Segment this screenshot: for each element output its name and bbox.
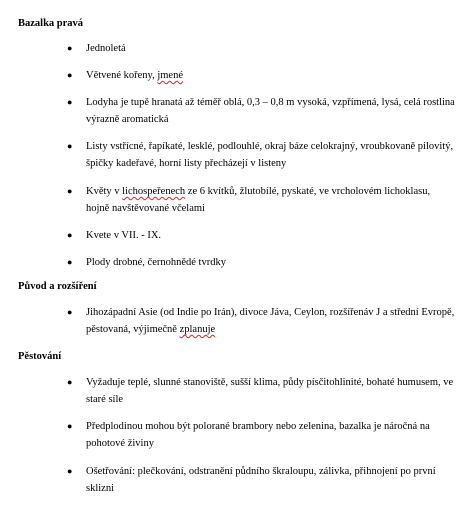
list-item: Jednoletá bbox=[86, 43, 126, 54]
list-item: Kvete v VII. - IX. bbox=[86, 230, 162, 241]
misspelled-word: zplanuje bbox=[179, 324, 216, 335]
section-heading-bazalka: Bazalka pravá bbox=[18, 18, 84, 29]
list-item: Větvené kořeny, jmené bbox=[86, 70, 183, 81]
list-item: Ošetřování: plečkování, odstranění půdního škraloupu, zálivka, přihnojení po první sklizni bbox=[86, 466, 436, 494]
bullet-icon: ● bbox=[67, 230, 73, 240]
list-item: Jihozápadní Asie (od Indie po Irán), divoce Jáva, Ceylon, rozšířenáv J a střední Evropě, pěstovaná, výjimečně zplanuje bbox=[86, 307, 455, 335]
list-item: Předplodinou mohou být polorané brambory nebo zelenina, bazalka je náročná na pohotové živiny bbox=[86, 421, 430, 449]
bullet-icon: ● bbox=[67, 70, 73, 80]
bullet-icon: ● bbox=[67, 43, 73, 53]
list-item: Plody drobné, černohnědé tvrdky bbox=[86, 257, 226, 268]
list-item: Lodyha je tupě hranatá až téměř oblá, 0,3 – 0,8 m vysoká, vzpřímená, lysá, celá rostlina výrazně aromatická bbox=[86, 97, 455, 125]
section-heading-puvod: Původ a rozšíření bbox=[18, 281, 97, 292]
list-item: Listy vstřícné, řapíkaté, lesklé, podlouhlé, okraj báze celokrajný, vroubkovaně pilovitý, špičky kadeřavé, horní listy přecházejí v listeny bbox=[86, 141, 454, 169]
misspelled-word: jmené bbox=[157, 70, 183, 81]
list-item: Květy v lichospeřenech ze 6 kvítků, žlutobílé, pyskaté, ve vrcholovém lichoklasu, hojně navštěvované včelami bbox=[86, 186, 431, 214]
section-heading-pestovani: Pěstování bbox=[18, 351, 62, 362]
bullet-icon: ● bbox=[67, 421, 73, 431]
list-item: Vyžaduje teplé, slunné stanoviště, sušší klima, půdy písčitohlinité, bohaté humusem, ve staré síle bbox=[86, 377, 454, 405]
bullet-icon: ● bbox=[67, 257, 73, 267]
bullet-icon: ● bbox=[67, 186, 73, 196]
bullet-icon: ● bbox=[67, 466, 73, 476]
bullet-icon: ● bbox=[67, 307, 73, 317]
misspelled-word: lichospeřenech bbox=[122, 186, 186, 197]
bullet-icon: ● bbox=[67, 141, 73, 151]
bullet-icon: ● bbox=[67, 97, 73, 107]
bullet-icon: ● bbox=[67, 377, 73, 387]
